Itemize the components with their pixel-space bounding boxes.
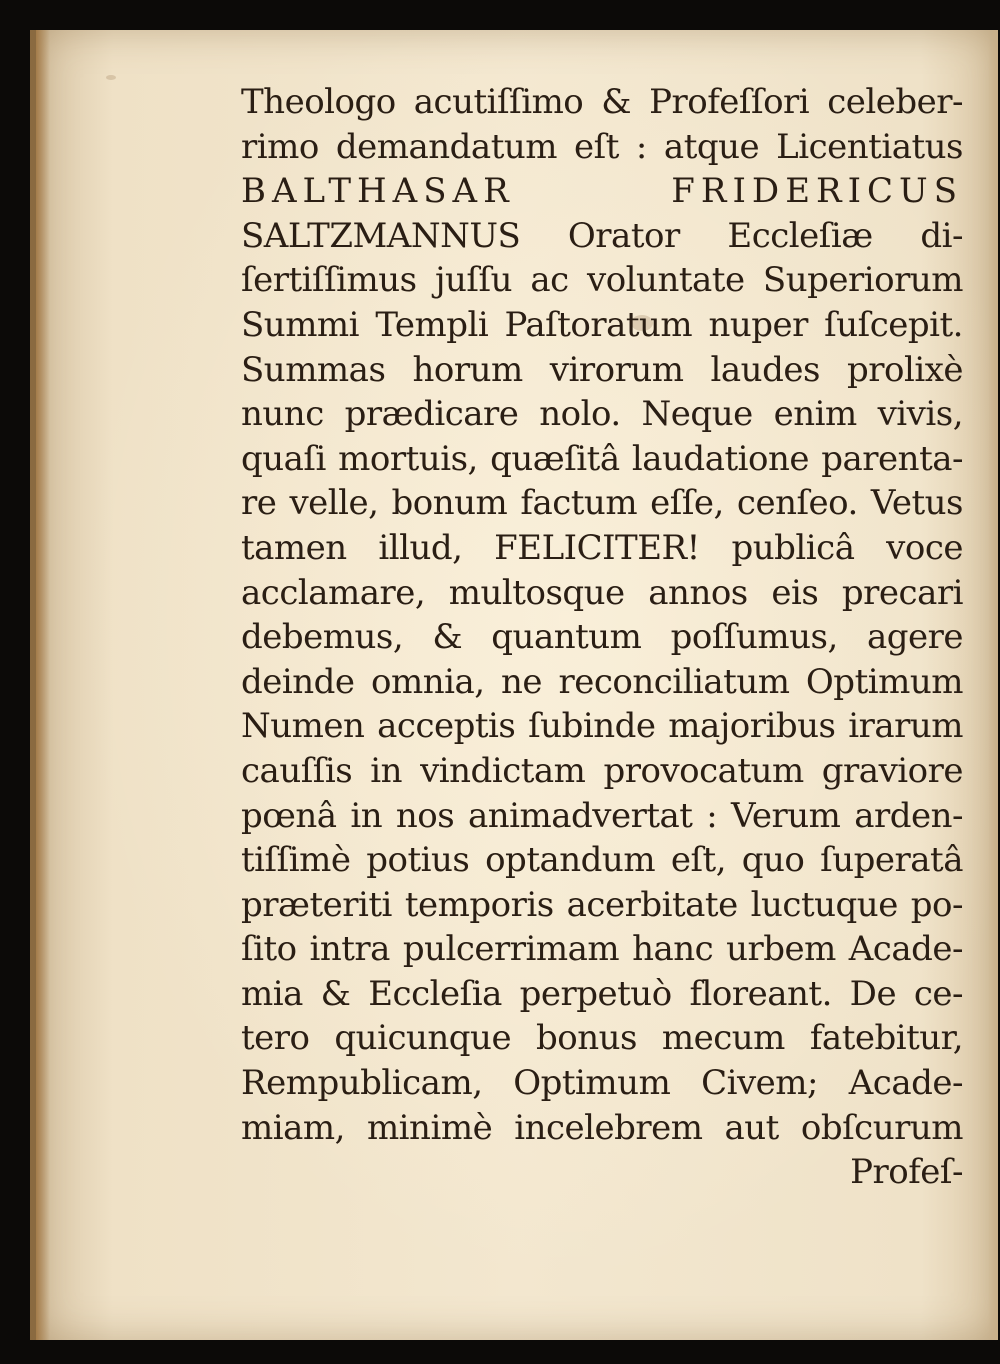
text-line: Rempublicam, Optimum Civem; Acade-: [241, 1063, 963, 1104]
text-line: mia & Eccleſia perpetuò floreant. De ce-: [241, 973, 963, 1014]
stain: [106, 75, 116, 80]
text-line: Summas horum virorum laudes prolixè: [241, 349, 963, 390]
text-line: Theologo acutiſſimo & Profeſſori celeber-: [241, 82, 963, 122]
text-line: miam, minimè incelebrem aut obſcurum: [241, 1107, 963, 1148]
text-line: deinde omnia, ne reconciliatum Optimum: [241, 661, 963, 702]
text-line: tamen illud, FELICITER! publicâ voce: [241, 527, 963, 568]
text-line: ſertiſſimus juſſu ac voluntate Superiorum: [241, 260, 963, 301]
text-line: SALTZMANNUS Orator Eccleſiæ di-: [241, 215, 963, 256]
body-text: [241, 80, 963, 1195]
text-line: cauſſis in vindictam provocatum graviore: [241, 750, 963, 791]
text-line: præteriti temporis acerbitate luctuque po-: [241, 884, 963, 925]
text-line: acclamare, multosque annos eis precari: [241, 572, 963, 613]
text-line: nunc prædicare nolo. Neque enim vivis,: [241, 394, 963, 435]
text-line: rimo demandatum eſt : atque Licentiatus: [241, 126, 963, 167]
text-line: debemus, & quantum poſſumus, agere: [241, 617, 963, 658]
text-line: quaſi mortuis, quæſitâ laudatione parenta-: [241, 438, 963, 479]
text-line: ſito intra pulcerrimam hanc urbem Acade-: [241, 929, 963, 970]
text-line: BALTHASAR FRIDERICUS: [241, 171, 963, 212]
text-line: Summi Templi Paſtoratum nuper ſuſcepit.: [241, 304, 963, 345]
text-line: re velle, bonum factum eſſe, cenſeo. Vetus: [241, 483, 963, 524]
text-line: pœnâ in nos animadvertat : Verum arden-: [241, 795, 963, 836]
text-line: Numen acceptis ſubinde majoribus irarum: [241, 706, 963, 747]
paper-sheet: [30, 30, 998, 1340]
text-line: tiſſimè potius optandum eſt, quo ſuperatâ: [241, 840, 963, 881]
catchword: Profeſ-: [850, 1152, 963, 1193]
text-line: tero quicunque bonus mecum fatebitur,: [241, 1018, 963, 1059]
